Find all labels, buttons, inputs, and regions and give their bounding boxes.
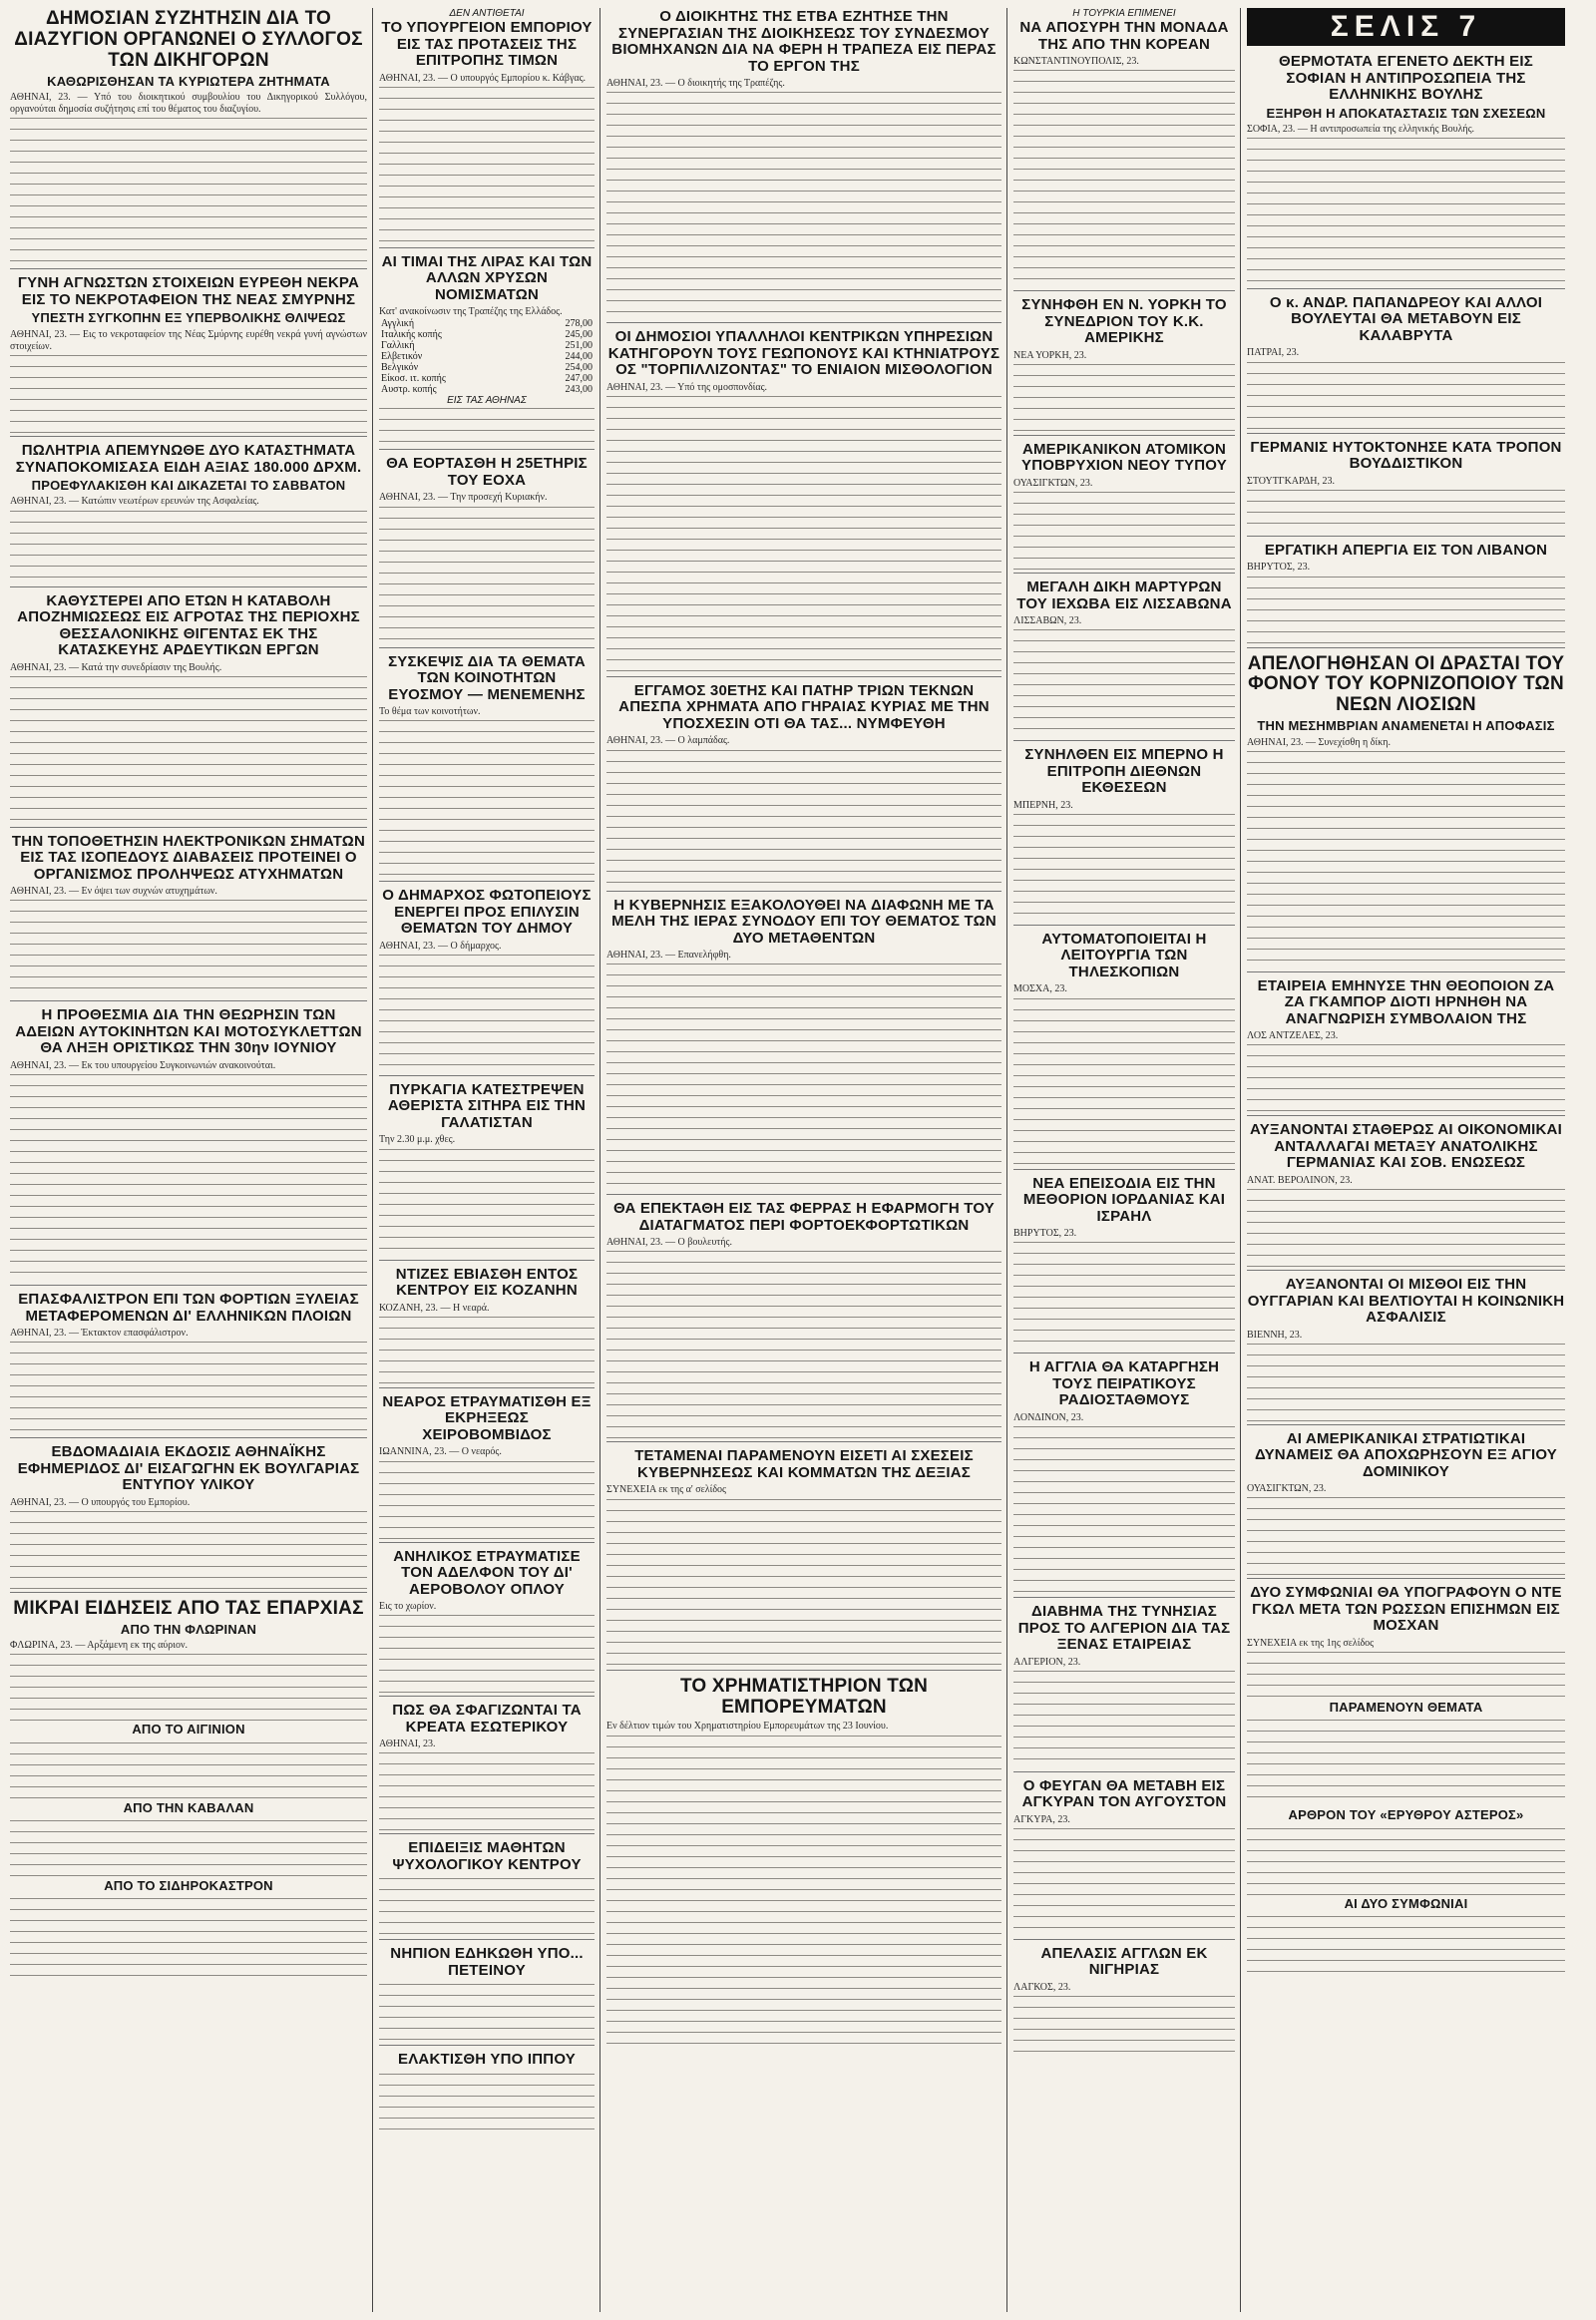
page-number-masthead: ΣΕΛΙΣ 7 [1247, 8, 1565, 46]
article-text [10, 1340, 367, 1434]
article-lead: ΑΘΗΝΑΙ, 23. — Εκ του υπουργείου Συγκοινωνιών ανακοινούται. [10, 1059, 276, 1071]
article-lead: ΑΘΗΝΑΙ, 23. — Υπό του διοικητικού συμβουλίου του Δικηγορικού Συλλόγου, οργανούται δημοσία συζήτησις επί του θέματος του διαζυγίου. [10, 91, 367, 116]
article-text [379, 2072, 595, 2131]
headline: ΣΥΣΚΕΨΙΣ ΔΙΑ ΤΑ ΘΕΜΑΤΑ ΤΩΝ ΚΟΙΝΟΤΗΤΩΝ ΕΥΟΣΜΟΥ — ΜΕΝΕΜΕΝΗΣ [388, 652, 586, 703]
article-lead: ΦΛΩΡΙΝΑ, 23. — Αρξάμενη εκ της αύριον. [10, 1640, 188, 1652]
headline: ΠΥΡΚΑΓΙΑ ΚΑΤΕΣΤΡΕΨΕΝ ΑΘΕΡΙΣΤΑ ΣΙΤΗΡΑ ΕΙΣ ΤΗΝ ΓΑΛΑΤΙΣΤΑΝ [387, 1080, 587, 1131]
table-cell: 278,00 [565, 318, 593, 330]
article-lead: ΜΠΕΡΝΗ, 23. [1013, 799, 1073, 811]
article-text [1247, 1914, 1565, 1974]
article-text [379, 718, 595, 878]
article-lead: ΣΤΟΥΤΓΚΑΡΔΗ, 23. [1247, 475, 1335, 487]
table-cell: Είκοσ. ιτ. κοπής [381, 373, 446, 385]
headline: ΣΥΝΗΦΘΗ ΕΝ Ν. ΥΟΡΚΗ ΤΟ ΣΥΝΕΔΡΙΟΝ ΤΟΥ Κ.Κ. ΑΜΕΡΙΚΗΣ [1021, 296, 1227, 347]
article-lead: ΑΛΓΕΡΙΟΝ, 23. [1013, 1656, 1081, 1668]
headline: ΤΟ ΧΡΗΜΑΤΙΣΤΗΡΙΟΝ ΤΩΝ ΕΜΠΟΡΕΥΜΑΤΩΝ [679, 1675, 929, 1718]
article-text [1247, 360, 1565, 430]
article-text [1013, 1669, 1235, 1768]
article-text [379, 505, 595, 644]
headline: ΔΥΟ ΣΥΜΦΩΝΙΑΙ ΘΑ ΥΠΟΓΡΑΦΟΥΝ Ο ΝΤΕ ΓΚΩΛ ΜΕΤΑ ΤΩΝ ΡΩΣΣΩΝ ΕΠΙΣΗΜΩΝ ΕΙΣ ΜΟΣΧΑΝ [1250, 1584, 1562, 1635]
article-lead: ΒΙΕΝΝΗ, 23. [1247, 1329, 1303, 1341]
headline: ΘΑ ΕΟΡΤΑΣΘΗ Η 25ΕΤΗΡΙΣ ΤΟΥ ΕΟΧΑ [386, 455, 588, 489]
article-lead: ΣΟΦΙΑ, 23. — Η αντιπροσωπεία της ελληνικής Βουλής. [1247, 123, 1475, 135]
article-text [1013, 1994, 1235, 2054]
article-text [1247, 1650, 1565, 1700]
headline: ΕΒΔΟΜΑΔΙΑΙΑ ΕΚΔΟΣΙΣ ΑΘΗΝΑΪΚΗΣ ΕΦΗΜΕΡΙΔΟΣ ΔΙ' ΕΙΣΑΓΩΓΗΝ ΕΚ ΒΟΥΛΓΑΡΙΑΣ ΕΝΤΥΠΟΥ ΥΛΙΚΟΥ [17, 1443, 360, 1494]
article [10, 1598, 367, 1979]
column-1 [10, 8, 373, 2312]
article [379, 1393, 595, 1543]
article-lead: ΑΘΗΝΑΙ, 23. [379, 1739, 436, 1750]
article [379, 253, 595, 451]
article-text [1013, 996, 1235, 1166]
article-lead: ΚΩΝΣΤΑΝΤΙΝΟΥΠΟΛΙΣ, 23. [1013, 56, 1139, 67]
headline: ΚΑΘΥΣΤΕΡΕΙ ΑΠΟ ΕΤΩΝ Η ΚΑΤΑΒΟΛΗ ΑΠΟΖΗΜΙΩΣΕΩΣ ΕΙΣ ΑΓΡΟΤΑΣ ΤΗΣ ΠΕΡΙΟΧΗΣ ΘΕΣΣΑΛΟΝΙΚΗΣ ΘΙΓΕΝΤΑΣ ΕΚ ΤΗΣ ΚΑΤΑΣΚΕΥΗΣ ΑΡΔΕΥΤΙΚΩΝ ΕΡΓΩΝ [17, 591, 360, 658]
article [1013, 1603, 1235, 1772]
column-2 [379, 8, 600, 2312]
article [379, 8, 595, 248]
article-lead: ΚΟΖΑΝΗ, 23. — Η νεαρά. [379, 1302, 490, 1314]
article-text [606, 1734, 1001, 2053]
article-lead: ΑΓΚΥΡΑ, 23. [1013, 1813, 1070, 1825]
article-text [379, 1147, 595, 1257]
headline: ΠΩΣ ΘΑ ΣΦΑΓΙΖΩΝΤΑΙ ΤΑ ΚΡΕΑΤΑ ΕΣΩΤΕΡΙΚΟΥ [392, 1702, 582, 1736]
article [606, 328, 1001, 677]
article-lead: ΑΘΗΝΑΙ, 23. — Εν όψει των συχνών ατυχημάτων. [10, 886, 217, 898]
article [10, 442, 367, 586]
article-text [1247, 575, 1565, 644]
article-text [1247, 1342, 1565, 1421]
table-cell: 251,00 [565, 340, 593, 352]
article [606, 682, 1001, 892]
article-text [10, 1818, 367, 1878]
article-text [379, 1876, 595, 1936]
article [1247, 1430, 1565, 1580]
article [606, 1676, 1001, 2056]
article-lead: ΑΘΗΝΑΙ, 23. — Συνεχίσθη η δίκη. [1247, 736, 1391, 748]
article-lead: ΑΘΗΝΑΙ, 23. — Κατά την συνεδρίασιν της Βουλής. [10, 661, 222, 673]
article [1013, 441, 1235, 574]
article-text [606, 1497, 1001, 1667]
article-lead: ΑΘΗΝΑΙ, 23. — Ο βουλευτής. [606, 1237, 732, 1249]
article-text [1247, 1187, 1565, 1267]
table-cell: 254,00 [565, 362, 593, 374]
headline: ΤΗΝ ΤΟΠΟΘΕΤΗΣΙΝ ΗΛΕΚΤΡΟΝΙΚΩΝ ΣΗΜΑΤΩΝ ΕΙΣ ΤΑΣ ΙΣΟΠΕΔΟΥΣ ΔΙΑΒΑΣΕΙΣ ΠΡΟΤΕΙΝΕΙ Ο ΟΡΓΑΝΙΣΜΟΣ ΠΡΟΛΗΨΕΩΣ ΑΤΥΧΗΜΑΤΩΝ [11, 832, 366, 883]
headline: Η ΚΥΒΕΡΝΗΣΙΣ ΕΞΑΚΟΛΟΥΘΕΙ ΝΑ ΔΙΑΦΩΝΗ ΜΕ ΤΑ ΜΕΛΗ ΤΗΣ ΙΕΡΑΣ ΣΥΝΟΔΟΥ ΕΠΙ ΤΟΥ ΘΕΜΑΤΟΣ ΤΩΝ ΔΥΟ ΜΕΤΑΘΕΝΤΩΝ [611, 896, 997, 947]
article-text [10, 353, 367, 433]
article [1013, 1175, 1235, 1354]
table-cell: Αυστρ. κοπής [381, 384, 437, 396]
article [1013, 931, 1235, 1170]
article-text [1247, 1826, 1565, 1896]
headline: ΘΑ ΕΠΕΚΤΑΘΗ ΕΙΣ ΤΑΣ ΦΕΡΡΑΣ Η ΕΦΑΡΜΟΓΗ ΤΟΥ ΔΙΑΤΑΓΜΑΤΟΣ ΠΕΡΙ ΦΟΡΤΟΕΚΦΟΡΤΩΤΙΚΩΝ [613, 1200, 995, 1234]
article-lead: ΣΥΝΕΧΕΙΑ εκ της α' σελίδος [606, 1484, 726, 1496]
article-lead: ΑΘΗΝΑΙ, 23. — Υπό της ομοσπονδίας. [606, 381, 768, 393]
headline: Ο ΔΗΜΑΡΧΟΣ ΦΩΤΟΠΕΙΟΥΣ ΕΝΕΡΓΕΙ ΠΡΟΣ ΕΠΙΛΥΣΙΝ ΘΕΜΑΤΩΝ ΤΟΥ ΔΗΜΟΥ [382, 887, 592, 938]
article [10, 1291, 367, 1438]
headline: ΝΗΠΙΟΝ ΕΔΗΚΩΘΗ ΥΠΟ... ΠΕΤΕΙΝΟΥ [390, 1945, 584, 1979]
article [1247, 653, 1565, 972]
gold-prices-table [379, 318, 595, 395]
headline: ΓΥΝΗ ΑΓΝΩΣΤΩΝ ΣΤΟΙΧΕΙΩΝ ΕΥΡΕΘΗ ΝΕΚΡΑ ΕΙΣ ΤΟ ΝΕΚΡΟΤΑΦΕΙΟΝ ΤΗΣ ΝΕΑΣ ΣΜΥΡΝΗΣ [17, 274, 360, 308]
article [379, 653, 595, 883]
article [1013, 1945, 1235, 2057]
article [606, 1200, 1001, 1442]
headline: ΑΥΞΑΝΟΝΤΑΙ ΟΙ ΜΙΣΘΟΙ ΕΙΣ ΤΗΝ ΟΥΓΓΑΡΙΑΝ ΚΑΙ ΒΕΛΤΙΟΥΤΑΙ Η ΚΟΙΝΩΝΙΚΗ ΑΣΦΑΛΙΣΙΣ [1247, 1276, 1565, 1327]
subheadline: ΑΠΟ ΤΟ ΣΙΔΗΡΟΚΑΣΤΡΟΝ [104, 1877, 273, 1893]
article-lead: ΑΘΗΝΑΙ, 23. — Κατώπιν νεωτέρων ερευνών της Ασφαλείας. [10, 496, 259, 508]
headline: ΘΕΡΜΟΤΑΤΑ ΕΓΕΝΕΤΟ ΔΕΚΤΗ ΕΙΣ ΣΟΦΙΑΝ Η ΑΝΤΙΠΡΟΣΩΠΕΙΑ ΤΗΣ ΕΛΛΗΝΙΚΗΣ ΒΟΥΛΗΣ [1279, 53, 1533, 103]
article-text [606, 394, 1001, 673]
article [606, 897, 1001, 1196]
subheadline: ΚΑΘΩΡΙΣΘΗΣΑΝ ΤΑ ΚΥΡΙΩΤΕΡΑ ΖΗΤΗΜΑΤΑ [47, 73, 330, 89]
article-lead: ΠΑΤΡΑΙ, 23. [1247, 347, 1300, 359]
article [1013, 1358, 1235, 1598]
article-text [1247, 1718, 1565, 1807]
table-cell: 243,00 [565, 384, 593, 396]
article-lead: ΛΟΝΔΙΝΟΝ, 23. [1013, 1411, 1084, 1423]
table-caption: ΕΙΣ ΤΑΣ ΑΘΗΝΑΣ [447, 395, 527, 407]
kicker: Η ΤΟΥΡΚΙΑ ΕΠΙΜΕΝΕΙ [1072, 8, 1176, 19]
article-text [1247, 1495, 1565, 1575]
article [606, 1447, 1001, 1670]
article [379, 887, 595, 1076]
article [10, 8, 367, 269]
article [1013, 296, 1235, 436]
headline: ΤΟ ΥΠΟΥΡΓΕΙΟΝ ΕΜΠΟΡΙΟΥ ΕΙΣ ΤΑΣ ΠΡΟΤΑΣΕΙΣ ΤΗΣ ΕΠΙΤΡΟΠΗΣ ΤΙΜΩΝ [381, 19, 593, 69]
table-cell: Γαλλική [381, 340, 415, 352]
article-text [379, 1750, 595, 1830]
article [379, 1266, 595, 1388]
table-cell: 245,00 [565, 329, 593, 341]
article-text [10, 1509, 367, 1589]
headline: ΑΙ ΤΙΜΑΙ ΤΗΣ ΛΙΡΑΣ ΚΑΙ ΤΩΝ ΑΛΛΩΝ ΧΡΥΣΩΝ ΝΟΜΙΣΜΑΤΩΝ [381, 252, 593, 303]
headline: ΑΥΤΟΜΑΤΟΠΟΙΕΙΤΑΙ Η ΛΕΙΤΟΥΡΓΙΑ ΤΩΝ ΤΗΛΕΣΚΟΠΙΩΝ [1041, 930, 1207, 980]
article-text [10, 1072, 367, 1282]
subheadline: ΑΙ ΔΥΟ ΣΥΜΦΩΝΙΑΙ [1344, 1895, 1468, 1911]
subheadline: ΑΠΟ ΤΟ ΑΙΓΙΝΙΟΝ [132, 1722, 245, 1738]
article-text [379, 1315, 595, 1384]
headline: ΜΙΚΡΑΙ ΕΙΔΗΣΕΙΣ ΑΠΟ ΤΑΣ ΕΠΑΡΧΙΑΣ [13, 1597, 364, 1619]
article-lead: ΑΘΗΝΑΙ, 23. — Ο υπουργός Εμπορίου κ. Κάβγας. [379, 72, 587, 84]
article-text [1013, 1424, 1235, 1594]
subheadline: ΑΠΟ ΤΗΝ ΦΛΩΡΙΝΑΝ [120, 1621, 257, 1637]
headline: ΓΕΡΜΑΝΙΣ ΗΥΤΟΚΤΟΝΗΣΕ ΚΑΤΑ ΤΡΟΠΟΝ ΒΟΥΔΔΙΣΤΙΚΟΝ [1250, 438, 1562, 473]
subheadline: ΑΡΘΡΟΝ ΤΟΥ «ΕΡΥΘΡΟΥ ΑΣΤΕΡΟΣ» [1288, 1807, 1524, 1823]
article [10, 1443, 367, 1593]
article-text [10, 898, 367, 997]
article-lead: ΑΘΗΝΑΙ, 23. — Επανελήφθη. [606, 950, 731, 962]
table-cell: Βελγικόν [381, 362, 419, 374]
headline: ΕΤΑΙΡΕΙΑ ΕΜΗΝΥΣΕ ΤΗΝ ΘΕΟΠΟΙΟΝ ΖΑ ΖΑ ΓΚΑΜΠΟΡ ΔΙΟΤΙ ΗΡΝΗΘΗ ΝΑ ΑΝΑΓΝΩΡΙΣΗ ΣΥΜΒΟΛΑΙΟΝ ΤΗΣ [1257, 976, 1555, 1027]
article [379, 1081, 595, 1261]
article-lead: ΑΘΗΝΑΙ, 23. — Έκτακτον επασφάλιστρον. [10, 1328, 189, 1340]
article-text [10, 1652, 367, 1722]
article-text [10, 509, 367, 583]
article-text [379, 1613, 595, 1693]
headline: ΑΙ ΑΜΕΡΙΚΑΝΙΚΑΙ ΣΤΡΑΤΙΩΤΙΚΑΙ ΔΥΝΑΜΕΙΣ ΘΑ ΑΠΟΧΩΡΗΣΟΥΝ ΕΞ ΑΓΙΟΥ ΔΟΜΙΝΙΚΟΥ [1254, 1429, 1558, 1480]
column-4 [1013, 8, 1241, 2312]
article-text [1013, 1240, 1235, 1350]
article-text [1247, 1042, 1565, 1112]
article-text [1247, 749, 1565, 968]
article-text [1013, 490, 1235, 570]
article-lead: ΑΘΗΝΑΙ, 23. — Την προσεχή Κυριακήν. [379, 492, 548, 504]
article [10, 833, 367, 1002]
article-lead: ΣΥΝΕΧΕΙΑ εκ της 1ης σελίδος [1247, 1637, 1375, 1649]
article-text [10, 1740, 367, 1800]
article [1247, 294, 1565, 434]
article-lead: Κατ' ανακοίνωσιν της Τραπέζης της Ελλάδος. [379, 306, 563, 318]
article [1247, 1276, 1565, 1425]
article-text [1013, 362, 1235, 432]
article [379, 1548, 595, 1698]
headline: ΕΠΙΔΕΙΞΙΣ ΜΑΘΗΤΩΝ ΨΥΧΟΛΟΓΙΚΟΥ ΚΕΝΤΡΟΥ [392, 1839, 582, 1873]
article-text [1013, 1826, 1235, 1936]
article-text [10, 1896, 367, 1976]
article-lead: Εις το χωρίον. [379, 1601, 437, 1612]
article [379, 1839, 595, 1940]
article-text [1013, 68, 1235, 287]
article [10, 1006, 367, 1286]
article [1013, 746, 1235, 926]
headline: ΕΓΓΑΜΟΣ 30ΕΤΗΣ ΚΑΙ ΠΑΤΗΡ ΤΡΙΩΝ ΤΕΚΝΩΝ ΑΠΕΣΠΑ ΧΡΗΜΑΤΑ ΑΠΟ ΓΗΡΑΙΑΣ ΚΥΡΙΑΣ ΜΕ ΤΗΝ ΥΠΟΣΧΕΣΙΝ ΟΤΙ ΘΑ ΤΑΣ... ΝΥΜΦΕΥΘΗ [618, 681, 990, 732]
article [1247, 1584, 1565, 1977]
article [379, 1702, 595, 1834]
headline: ΕΡΓΑΤΙΚΗ ΑΠΕΡΓΙΑ ΕΙΣ ΤΟΝ ΛΙΒΑΝΟΝ [1264, 541, 1548, 559]
article-text [10, 116, 367, 265]
headline: ΤΕΤΑΜΕΝΑΙ ΠΑΡΑΜΕΝΟΥΝ ΕΙΣΕΤΙ ΑΙ ΣΧΕΣΕΙΣ ΚΥΒΕΡΝΗΣΕΩΣ ΚΑΙ ΚΟΜΜΑΤΩΝ ΤΗΣ ΔΕΞΙΑΣ [634, 1447, 974, 1481]
article [1013, 1777, 1235, 1940]
article [10, 592, 367, 828]
article-lead: ΑΝΑΤ. ΒΕΡΟΛΙΝΟΝ, 23. [1247, 1174, 1353, 1186]
article [1013, 579, 1235, 741]
article-lead: Εν δέλτιον τιμών του Χρηματιστηρίου Εμπορευμάτων της 23 Ιουνίου. [606, 1721, 889, 1733]
article-lead: ΟΥΑΣΙΓΚΤΩΝ, 23. [1247, 1483, 1327, 1495]
article [606, 8, 1001, 323]
article-text [1247, 488, 1565, 533]
headline: Η ΑΓΓΛΙΑ ΘΑ ΚΑΤΑΡΓΗΣΗ ΤΟΥΣ ΠΕΙΡΑΤΙΚΟΥΣ ΡΑΔΙΟΣΤΑΘΜΟΥΣ [1028, 1358, 1220, 1409]
article-lead: ΑΘΗΝΑΙ, 23. — Ο διοικητής της Τραπέζης. [606, 78, 785, 89]
headline: ΜΕΓΑΛΗ ΔΙΚΗ ΜΑΡΤΥΡΩΝ ΤΟΥ ΙΕΧΩΒΑ ΕΙΣ ΛΙΣΣΑΒΩΝΑ [1016, 579, 1232, 612]
article [1013, 8, 1235, 291]
table-cell: Ιταλικής κοπής [381, 329, 442, 341]
article [1247, 1121, 1565, 1271]
article-text [1247, 136, 1565, 285]
article-lead: ΑΘΗΝΑΙ, 23. — Ο λαμπάδας. [606, 735, 730, 747]
headline: ΣΥΝΗΛΘΕΝ ΕΙΣ ΜΠΕΡΝΟ Η ΕΠΙΤΡΟΠΗ ΔΙΕΘΝΩΝ ΕΚΘΕΣΕΩΝ [1024, 746, 1224, 797]
article-lead: ΜΟΣΧΑ, 23. [1013, 983, 1067, 995]
article-lead: ΑΘΗΝΑΙ, 23. — Εις το νεκροταφείον της Νέας Σμύρνης ευρέθη νεκρά γυνή αγνώστων στοιχείων. [10, 328, 367, 352]
headline: ΕΠΑΣΦΑΛΙΣΤΡΟΝ ΕΠΙ ΤΩΝ ΦΟΡΤΙΩΝ ΞΥΛΕΙΑΣ ΜΕΤΑΦΕΡΟΜΕΝΩΝ ΔΙ' ΕΛΛΗΝΙΚΩΝ ΠΛΟΙΩΝ [18, 1291, 359, 1325]
article [379, 2051, 595, 2134]
column-3 [606, 8, 1007, 2312]
article-text [10, 674, 367, 824]
headline: Ο ΔΙΟΙΚΗΤΗΣ ΤΗΣ ΕΤΒΑ ΕΖΗΤΗΣΕ ΤΗΝ ΣΥΝΕΡΓΑΣΙΑΝ ΤΗΣ ΔΙΟΙΚΗΣΕΩΣ ΤΟΥ ΣΥΝΔΕΣΜΟΥ ΒΙΟΜΗΧΑΝΩΝ ΔΙΑ ΝΑ ΦΕΡΗ Η ΤΡΑΠΕΖΑ ΕΙΣ ΠΕΡΑΣ ΤΟ ΕΡΓΟΝ ΤΗΣ [611, 8, 997, 75]
table-cell: 244,00 [565, 351, 593, 363]
table-cell: Αγγλική [381, 318, 415, 330]
article-lead: ΝΕΑ ΥΟΡΚΗ, 23. [1013, 349, 1087, 361]
article-lead: Το θέμα των κοινοτήτων. [379, 706, 481, 718]
article [379, 455, 595, 647]
article [10, 274, 367, 437]
article-lead: ΛΑΓΚΟΣ, 23. [1013, 1981, 1071, 1993]
headline: ΑΠΕΛΟΓΗΘΗΣΑΝ ΟΙ ΔΡΑΣΤΑΙ ΤΟΥ ΦΟΝΟΥ ΤΟΥ ΚΟΡΝΙΖΟΠΟΙΟΥ ΤΩΝ ΝΕΩΝ ΛΙΟΣΙΩΝ [1247, 652, 1565, 716]
article-text [379, 1982, 595, 2042]
article-lead: ΛΟΣ ΑΝΤΖΕΛΕΣ, 23. [1247, 1030, 1339, 1042]
article-text [379, 85, 595, 244]
article-lead: Την 2.30 μ.μ. χθες. [379, 1134, 456, 1146]
subheadline: ΠΑΡΑΜΕΝΟΥΝ ΘΕΜΑΤΑ [1329, 1700, 1483, 1716]
headline: ΔΗΜΟΣΙΑΝ ΣΥΖΗΤΗΣΙΝ ΔΙΑ ΤΟ ΔΙΑΖΥΓΙΟΝ ΟΡΓΑΝΩΝΕΙ Ο ΣΥΛΛΟΓΟΣ ΤΩΝ ΔΙΚΗΓΟΡΩΝ [14, 8, 363, 71]
headline: Η ΠΡΟΘΕΣΜΙΑ ΔΙΑ ΤΗΝ ΘΕΩΡΗΣΙΝ ΤΩΝ ΑΔΕΙΩΝ ΑΥΤΟΚΙΝΗΤΩΝ ΚΑΙ ΜΟΤΟΣΥΚΛΕΤΤΩΝ ΘΑ ΛΗΞΗ ΟΡΙΣΤΙΚΩΣ ΤΗΝ 30ην ΙΟΥΝΙΟΥ [15, 1006, 362, 1057]
subheadline: ΥΠΕΣΤΗ ΣΥΓΚΟΠΗΝ ΕΞ ΥΠΕΡΒΟΛΙΚΗΣ ΘΛΙΨΕΩΣ [31, 310, 346, 326]
subheadline: ΤΗΝ ΜΕΣΗΜΒΡΙΑΝ ΑΝΑΜΕΝΕΤΑΙ Η ΑΠΟΦΑΣΙΣ [1257, 718, 1555, 734]
headline: ΝΕΑΡΟΣ ΕΤΡΑΥΜΑΤΙΣΘΗ ΕΞ ΕΚΡΗΞΕΩΣ ΧΕΙΡΟΒΟΜΒΙΔΟΣ [382, 1392, 592, 1443]
headline: ΑΠΕΛΑΣΙΣ ΑΓΓΛΩΝ ΕΚ ΝΙΓΗΡΙΑΣ [1040, 1944, 1208, 1979]
subheadline: ΑΠΟ ΤΗΝ ΚΑΒΑΛΑΝ [123, 1799, 254, 1815]
article [1247, 977, 1565, 1117]
headline: ΑΜΕΡΙΚΑΝΙΚΟΝ ΑΤΟΜΙΚΟΝ ΥΠΟΒΡΥΧΙΟΝ ΝΕΟΥ ΤΥΠΟΥ [1021, 440, 1227, 475]
article-text [606, 90, 1001, 319]
headline: ΝΑ ΑΠΟΣΥΡΗ ΤΗΝ ΜΟΝΑΔΑ ΤΗΣ ΑΠΟ ΤΗΝ ΚΟΡΕΑΝ [1019, 19, 1229, 53]
headline: ΑΥΞΑΝΟΝΤΑΙ ΣΤΑΘΕΡΩΣ ΑΙ ΟΙΚΟΝΟΜΙΚΑΙ ΑΝΤΑΛΛΑΓΑΙ ΜΕΤΑΞΥ ΑΝΑΤΟΛΙΚΗΣ ΓΕΡΜΑΝΙΑΣ ΚΑΙ ΣΟΒ. ΕΝΩΣΕΩΣ [1250, 1121, 1562, 1172]
headline: ΠΩΛΗΤΡΙΑ ΑΠΕΜΥΝΩΘΕ ΔΥΟ ΚΑΤΑΣΤΗΜΑΤΑ ΣΥΝΑΠΟΚΟΜΙΣΑΣΑ ΕΙΔΗ ΑΞΙΑΣ 180.000 ΔΡΧΜ. [15, 442, 362, 476]
article-lead: ΙΩΑΝΝΙΝΑ, 23. — Ο νεαρός. [379, 1446, 502, 1458]
headline: Ο ΦΕΥΓΑΝ ΘΑ ΜΕΤΑΒΗ ΕΙΣ ΑΓΚΥΡΑΝ ΤΟΝ ΑΥΓΟΥΣΤΟΝ [1021, 1776, 1227, 1811]
article-text [1013, 812, 1235, 922]
article [379, 1945, 595, 2046]
subheadline: ΕΞΗΡΘΗ Η ΑΠΟΚΑΤΑΣΤΑΣΙΣ ΤΩΝ ΣΧΕΣΕΩΝ [1266, 105, 1546, 121]
headline: Ο κ. ΑΝΔΡ. ΠΑΠΑΝΔΡΕΟΥ ΚΑΙ ΑΛΛΟΙ ΒΟΥΛΕΥΤΑΙ ΘΑ ΜΕΤΑΒΟΥΝ ΕΙΣ ΚΑΛΑΒΡΥΤΑ [1269, 293, 1543, 344]
column-5 [1247, 8, 1570, 2312]
article-lead: ΛΙΣΣΑΒΩΝ, 23. [1013, 615, 1082, 627]
article-lead: ΒΗΡΥΤΟΣ, 23. [1013, 1228, 1077, 1240]
table-cell: 247,00 [565, 373, 593, 385]
article-text [379, 406, 595, 446]
table-cell: Ελβετικόν [381, 351, 423, 363]
article [1247, 439, 1565, 537]
kicker: ΔΕΝ ΑΝΤΙΘΕΤΑΙ [449, 8, 525, 19]
headline: ΑΝΗΛΙΚΟΣ ΕΤΡΑΥΜΑΤΙΣΕ ΤΟΝ ΑΔΕΛΦΟΝ ΤΟΥ ΔΙ' ΑΕΡΟΒΟΛΟΥ ΟΠΛΟΥ [393, 1547, 581, 1598]
headline: ΟΙ ΔΗΜΟΣΙΟΙ ΥΠΑΛΛΗΛΟΙ ΚΕΝΤΡΙΚΩΝ ΥΠΗΡΕΣΙΩΝ ΚΑΤΗΓΟΡΟΥΝ ΤΟΥΣ ΓΕΩΠΟΝΟΥΣ ΚΑΙ ΚΤΗΝΙΑΤΡΟΥΣ ΟΣ "ΤΟΡΠΙΛΛΙΖΟΝΤΑΣ" ΤΟ ΕΝΙΑΙΟΝ ΜΙΣΘΟΛΟΓΙΟΝ [607, 328, 1000, 379]
article-text [379, 1459, 595, 1539]
article [1247, 53, 1565, 289]
subheadline: ΠΡΟΕΦΥΛΑΚΙΣΘΗ ΚΑΙ ΔΙΚΑΖΕΤΑΙ ΤΟ ΣΑΒΒΑΤΟΝ [31, 478, 346, 494]
article [1247, 542, 1565, 648]
headline: ΝΕΑ ΕΠΕΙΣΟΔΙΑ ΕΙΣ ΤΗΝ ΜΕΘΟΡΙΟΝ ΙΟΡΔΑΝΙΑΣ ΚΑΙ ΙΣΡΑΗΛ [1022, 1174, 1226, 1225]
article-text [606, 1249, 1001, 1438]
article-lead: ΒΗΡΥΤΟΣ, 23. [1247, 562, 1311, 574]
headline: ΝΤΙΖΕΣ ΕΒΙΑΣΘΗ ΕΝΤΟΣ ΚΕΝΤΡΟΥ ΕΙΣ ΚΟΖΑΝΗΝ [395, 1265, 579, 1300]
headline: ΔΙΑΒΗΜΑ ΤΗΣ ΤΥΝΗΣΙΑΣ ΠΡΟΣ ΤΟ ΑΛΓΕΡΙΟΝ ΔΙΑ ΤΑΣ ΞΕΝΑΣ ΕΤΑΙΡΕΙΑΣ [1017, 1603, 1231, 1653]
article-lead: ΟΥΑΣΙΓΚΤΩΝ, 23. [1013, 477, 1093, 489]
article-text [1013, 627, 1235, 737]
article-lead: ΑΘΗΝΑΙ, 23. — Ο υπουργός του Εμπορίου. [10, 1496, 191, 1508]
article-lead: ΑΘΗΝΑΙ, 23. — Ο δήμαρχος. [379, 940, 502, 952]
article-text [379, 953, 595, 1072]
article-text [606, 748, 1001, 888]
article-text [606, 962, 1001, 1191]
headline: ΕΛΑΚΤΙΣΘΗ ΥΠΟ ΙΠΠΟΥ [398, 2051, 576, 2069]
